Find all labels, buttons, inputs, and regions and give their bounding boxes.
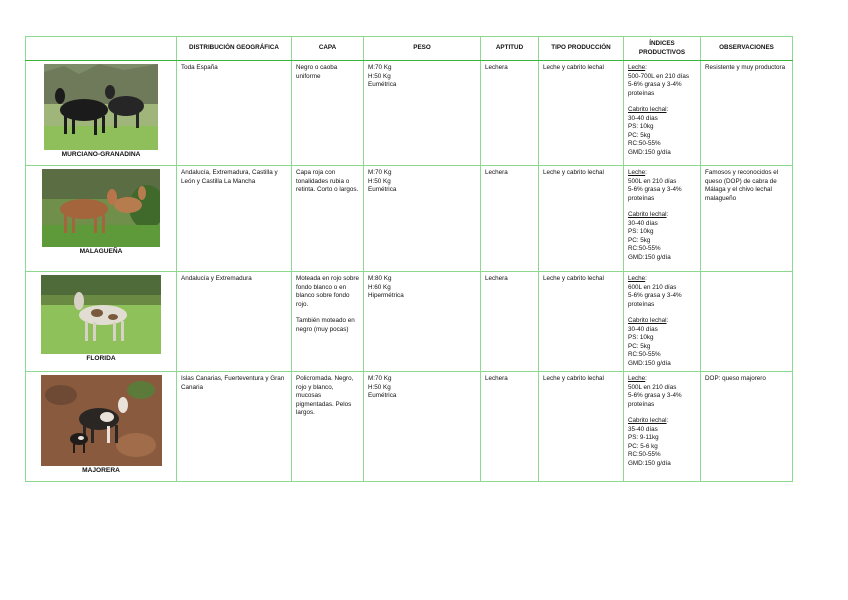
leche-produccion: 500-700L en 210 días: [628, 72, 690, 80]
peso-tipo: Eumétrica: [368, 392, 397, 399]
header-image: [26, 37, 177, 61]
cabrito-label: Cabrito lechal: [628, 417, 667, 424]
leche-label: Leche: [628, 275, 646, 282]
peso-hembra: H:60 Kg: [368, 283, 391, 291]
cabrito-dias: 35-40 días: [628, 425, 658, 433]
leche-produccion: 500L en 210 días: [628, 383, 677, 391]
indices-cell: Leche: 600L en 210 días 5-6% grasa y 3-4% proteínas Cabrito lechal: 30-40 días PS: 10kg PC: 5kg RC:50-55% GMD:150 g/día: [624, 272, 701, 372]
aptitud-cell: Lechera: [481, 61, 539, 166]
cabrito-gmd: GMD:150 g/día: [628, 148, 671, 156]
capa-text: Policromada. Negro, rojo y blanco, mucosas pigmentadas. Pelos largos.: [296, 375, 354, 416]
peso-hembra: H:50 Kg: [368, 383, 391, 391]
breed-name: MAJORERA: [82, 467, 120, 474]
capa-cell: [292, 61, 364, 166]
cabrito-rc: RC:50-55%: [628, 351, 661, 358]
tipo-produccion-cell: Leche y cabrito lechal: [539, 166, 624, 272]
breed-image-cell: [26, 372, 177, 482]
cabrito-ps: PS: 10kg: [628, 123, 654, 130]
indices-cell: Leche: 500-700L en 210 días 5-6% grasa y 3-4% proteínas Cabrito lechal: 30-40 días PS: 10kg PC: 5kg RC:50-55% GMD:150 g/día: [624, 61, 701, 166]
breed-image-cell: [26, 272, 177, 372]
tipo-produccion-cell: Leche y cabrito lechal: [539, 272, 624, 372]
leche-label: Leche: [628, 169, 646, 176]
header-indices-productivos: ÍNDICES PRODUCTIVOS: [624, 37, 701, 61]
breed-image-cell: [26, 61, 177, 166]
leche-composicion: 5-6% grasa y 3-4% proteínas: [628, 292, 682, 308]
indices-cell: Leche: 500L en 210 días 5-6% grasa y 3-4% proteínas Cabrito lechal: 30-40 días PS: 10kg PC: 5kg RC:50-55% GMD:150 g/día: [624, 166, 701, 272]
peso-cell: [364, 61, 481, 166]
goat-breeds-table: [25, 36, 793, 482]
peso-hembra: H:50 Kg: [368, 72, 391, 80]
leche-produccion: 500L en 210 días: [628, 177, 677, 185]
peso-cell: [364, 166, 481, 272]
header-distribucion: DISTRIBUCIÓN GEOGRÁFICA: [177, 37, 292, 61]
header-peso: PESO: [364, 37, 481, 61]
peso-tipo: Eumétrica: [368, 81, 397, 88]
cabrito-label: Cabrito lechal: [628, 317, 667, 324]
cabrito-label: Cabrito lechal: [628, 211, 667, 218]
table-row: [26, 61, 793, 166]
cabrito-gmd: GMD:150 g/día: [628, 359, 671, 367]
observaciones-cell: Famosos y reconocidos el queso (DOP) de cabra de Málaga y el chivo lechal malagueño: [701, 166, 793, 272]
indices-cell: Leche: 500L en 210 días 5-6% grasa y 3-4% proteínas Cabrito lechal: 35-40 días PS: 9-11kg PC: 5-6 kg RC:50-55% GMD:150 g/día: [624, 372, 701, 482]
cabrito-pc: PC: 5kg: [628, 342, 651, 350]
peso-tipo: Eumétrica: [368, 186, 397, 193]
peso-cell: [364, 372, 481, 482]
cabrito-gmd: GMD:150 g/día: [628, 253, 671, 261]
leche-produccion: 600L en 210 días: [628, 283, 677, 291]
aptitud-cell: Lechera: [481, 272, 539, 372]
leche-label: Leche: [628, 375, 646, 382]
spotted-goat-photo: [41, 275, 161, 354]
peso-tipo: Hipermétrica: [368, 292, 404, 299]
cabrito-label: Cabrito lechal: [628, 106, 667, 113]
observaciones-cell: Resistente y muy productora: [701, 61, 793, 166]
table-row: [26, 166, 793, 272]
cabrito-ps: PS: 10kg: [628, 334, 654, 341]
table-row: [26, 272, 793, 372]
red-goats-photo: [42, 169, 160, 247]
breed-name: FLORIDA: [86, 355, 116, 362]
black-goats-photo: [44, 64, 158, 150]
breed-name: MURCIANO-GRANADINA: [61, 151, 141, 158]
header-aptitud: APTITUD: [481, 37, 539, 61]
capa-cell: [292, 166, 364, 272]
capa-text: Capa roja con tonalidades rubia o retinta. Corto o largos.: [296, 169, 359, 193]
cabrito-pc: PC: 5kg: [628, 131, 651, 139]
cabrito-ps: PS: 10kg: [628, 228, 654, 235]
aptitud-cell: Lechera: [481, 372, 539, 482]
capa-text: Moteada en rojo sobre fondo blanco o en blanco sobre fondo rojo.: [296, 275, 360, 308]
capa-cell: [292, 372, 364, 482]
header-capa: CAPA: [292, 37, 364, 61]
peso-macho: M:80 Kg: [368, 275, 392, 282]
cabrito-dias: 30-40 días: [628, 219, 658, 227]
observaciones-cell: [701, 272, 793, 372]
breed-image-cell: [26, 166, 177, 272]
leche-composicion: 5-6% grasa y 3-4% proteínas: [628, 392, 682, 408]
peso-cell: [364, 272, 481, 372]
aptitud-cell: Lechera: [481, 166, 539, 272]
polychrome-goats-photo: [41, 375, 162, 466]
distribucion-cell: Andalucía, Extremadura, Castilla y León y Castilla La Mancha: [177, 166, 292, 272]
leche-composicion: 5-6% grasa y 3-4% proteínas: [628, 186, 682, 202]
capa-text-extra: También moteado en negro (muy pocas): [296, 317, 355, 333]
cabrito-dias: 30-40 días: [628, 325, 658, 333]
distribucion-cell: Andalucía y Extremadura: [177, 272, 292, 372]
tipo-produccion-cell: Leche y cabrito lechal: [539, 61, 624, 166]
header-observaciones: OBSERVACIONES: [701, 37, 793, 61]
distribucion-cell: Toda España: [177, 61, 292, 166]
cabrito-rc: RC:50-55%: [628, 245, 661, 252]
breed-name: MALAGUEÑA: [79, 248, 123, 255]
peso-macho: M:70 Kg: [368, 375, 392, 382]
distribucion-cell: Islas Canarias, Fuerteventura y Gran Canaria: [177, 372, 292, 482]
cabrito-ps: PS: 9-11kg: [628, 434, 659, 441]
header-row: [26, 37, 793, 61]
capa-text: Negro o caoba uniforme: [296, 64, 338, 80]
tipo-produccion-cell: Leche y cabrito lechal: [539, 372, 624, 482]
observaciones-cell: DOP: queso majorero: [701, 372, 793, 482]
header-tipo-produccion: TIPO PRODUCCIÓN: [539, 37, 624, 61]
cabrito-rc: RC:50-55%: [628, 451, 661, 458]
leche-label: Leche: [628, 64, 646, 71]
peso-macho: M:70 Kg: [368, 64, 392, 71]
cabrito-dias: 30-40 días: [628, 114, 658, 122]
cabrito-pc: PC: 5kg: [628, 236, 651, 244]
peso-hembra: H:50 Kg: [368, 177, 391, 185]
cabrito-pc: PC: 5-6 kg: [628, 442, 658, 450]
capa-cell: [292, 272, 364, 372]
leche-composicion: 5-6% grasa y 3-4% proteínas: [628, 81, 682, 97]
peso-macho: M:70 Kg: [368, 169, 392, 176]
cabrito-rc: RC:50-55%: [628, 140, 661, 147]
cabrito-gmd: GMD:150 g/día: [628, 459, 671, 467]
table-row: [26, 372, 793, 482]
